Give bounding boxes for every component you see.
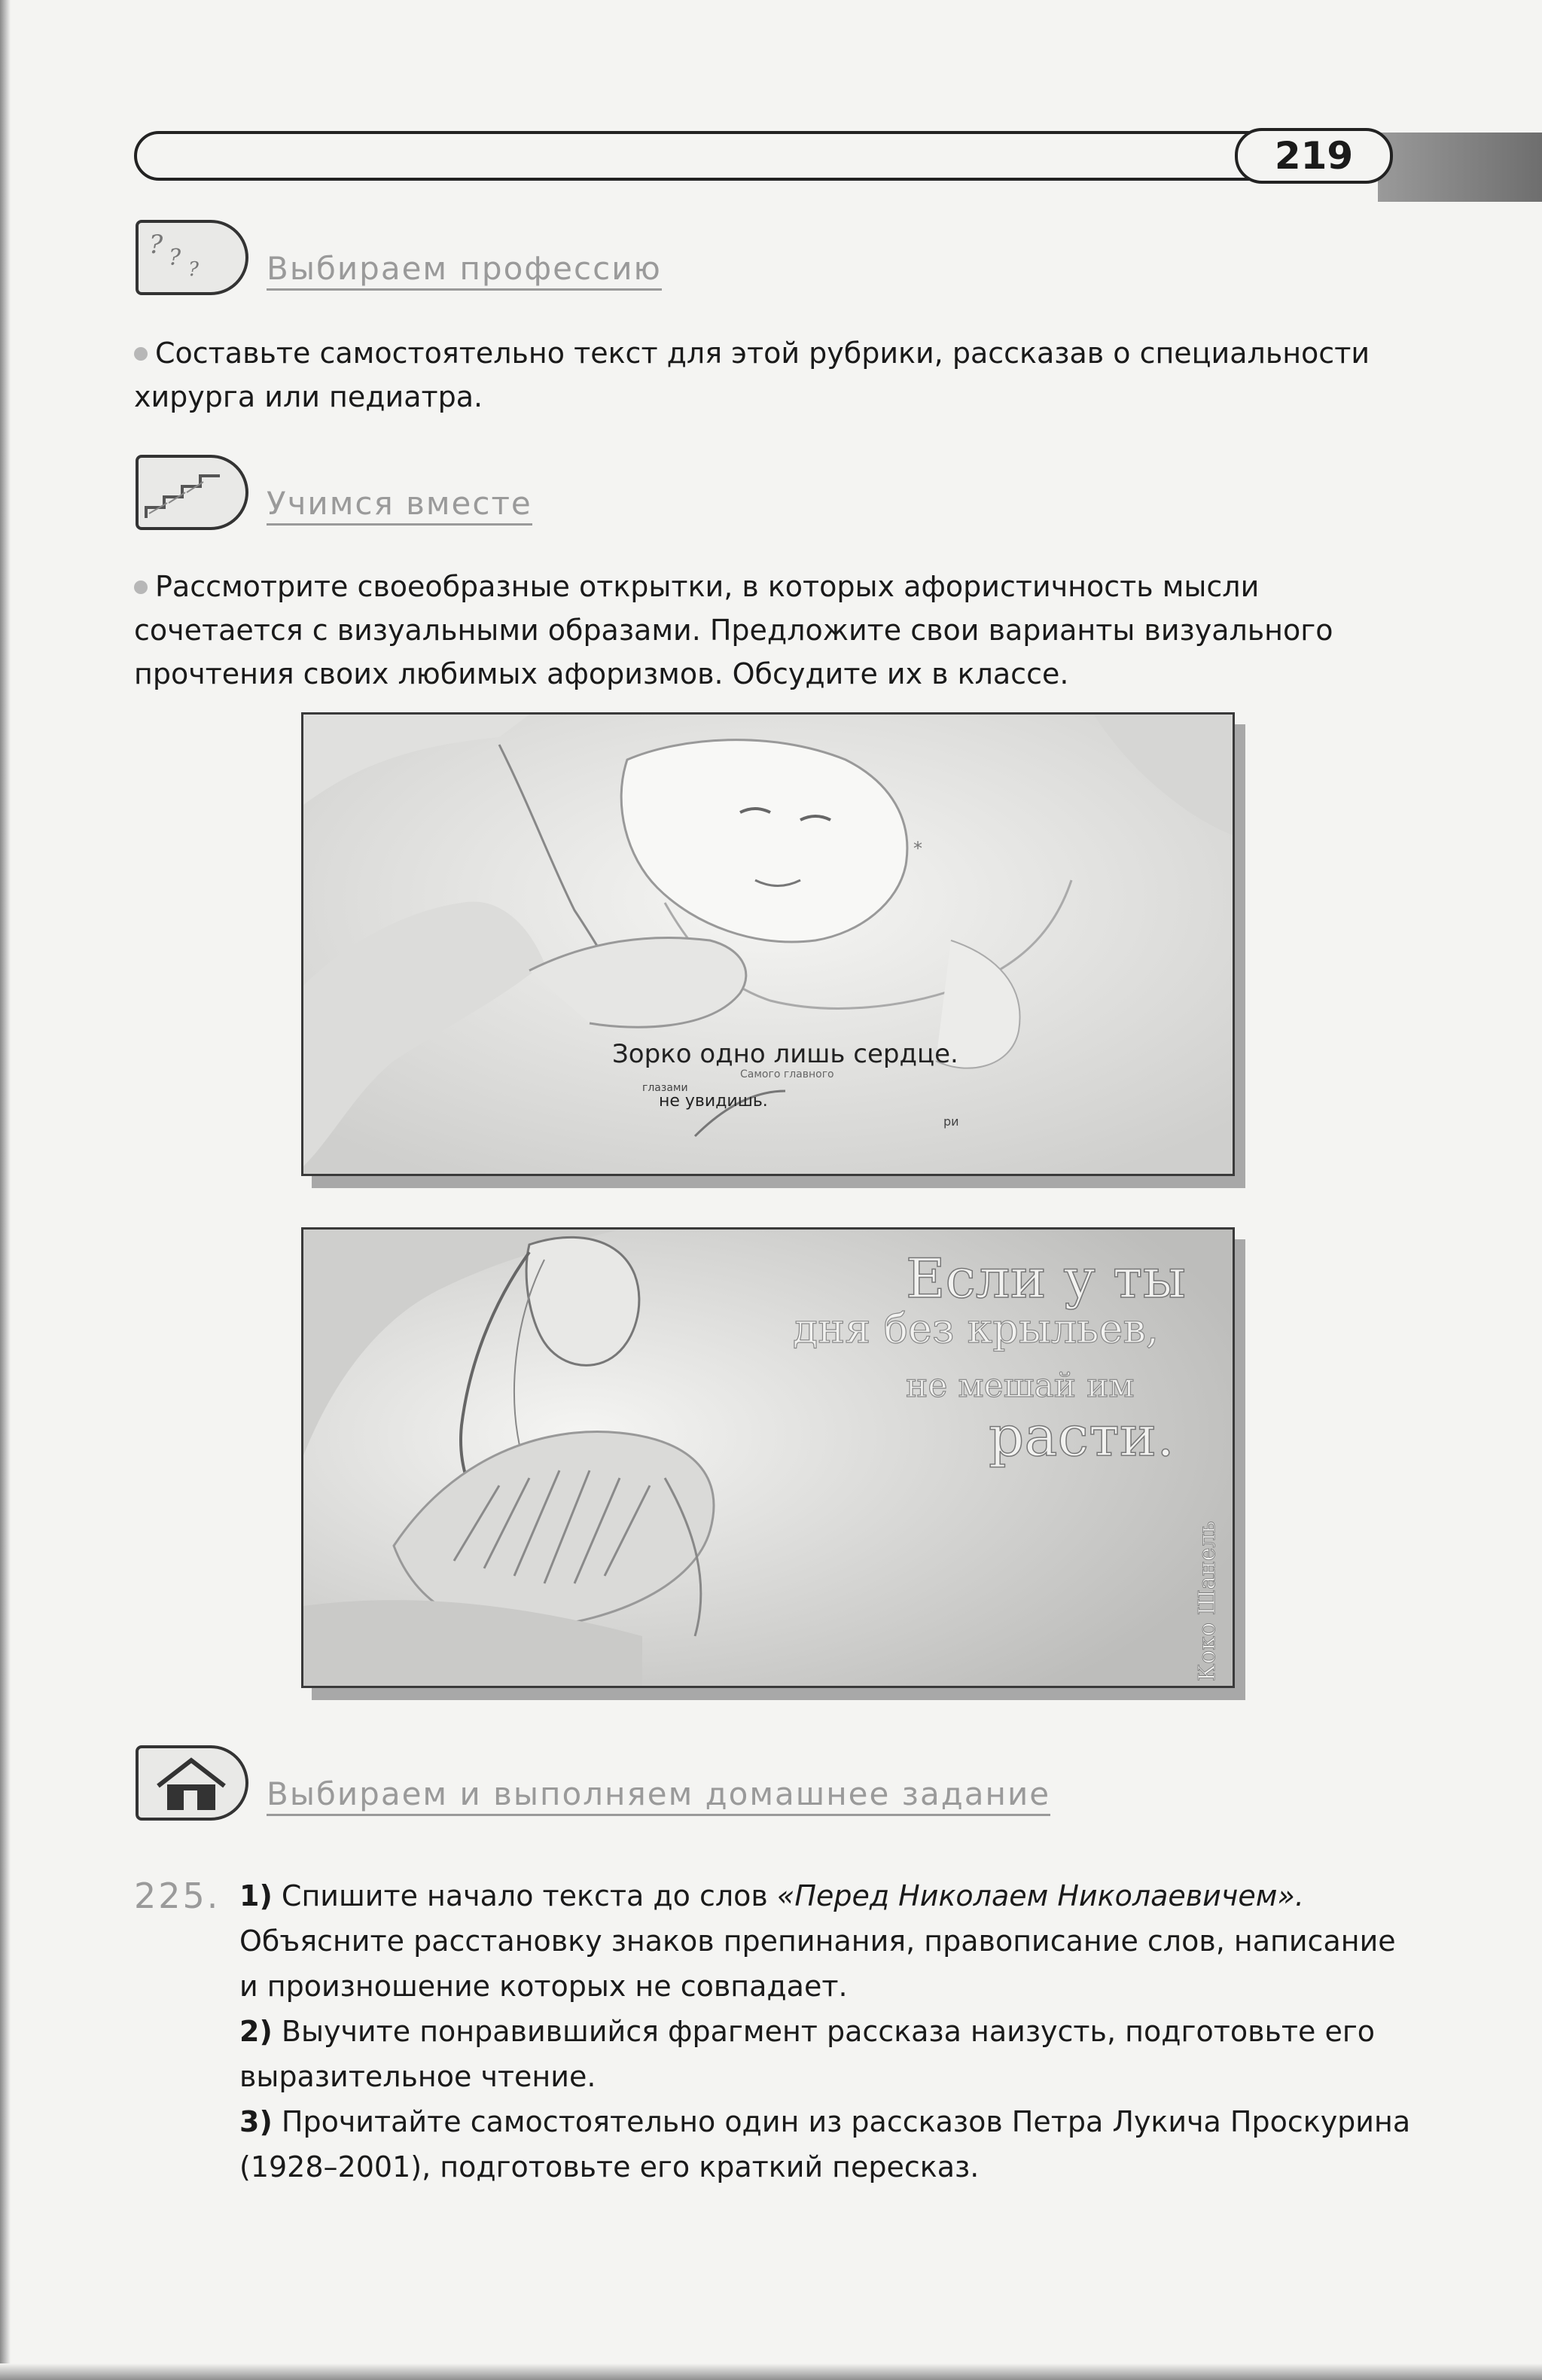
postcard-baby-image xyxy=(303,715,1233,1174)
task-step-1 xyxy=(239,1873,1414,2009)
header-bar xyxy=(134,131,1384,181)
task-step-2 xyxy=(239,2009,1414,2099)
bullet-icon xyxy=(134,347,148,361)
svg-text:?: ? xyxy=(169,245,181,271)
postcard-wings-image xyxy=(303,1230,1233,1686)
svg-text:?: ? xyxy=(188,258,199,281)
card-quote-line3: не мешай им xyxy=(906,1367,1135,1405)
header-shade xyxy=(1378,133,1542,202)
postcard-baby xyxy=(301,712,1235,1176)
section-text xyxy=(134,565,1399,696)
card-quote-line1: Если у ты xyxy=(906,1247,1186,1310)
page-edge-left xyxy=(0,0,11,2380)
card-quote-small: глазами xyxy=(642,1082,688,1094)
task-step-3 xyxy=(239,2099,1414,2190)
task-number: 225. xyxy=(134,1876,221,1916)
section-title: Выбираем профессию xyxy=(267,250,662,291)
postcard-wings xyxy=(301,1227,1235,1688)
house-icon xyxy=(136,1745,248,1821)
card-author: Коко Шанель xyxy=(1194,1521,1220,1681)
card-quote-line2: дня без крыльев, xyxy=(793,1305,1160,1352)
step-text: Объясните расстановку знаков препинания, правописание слов, написание и произношение которых не совпадает. xyxy=(239,1924,1396,2003)
card-quote-main: Зорко одно лишь сердце. xyxy=(612,1039,958,1069)
section-text-content: Рассмотрите своеобразные открытки, в которых афористичность мысли сочетается с визуальными образами. Предложите свои варианты визуального прочтения своих любимых афоризмов. Обсудите их в классе. xyxy=(134,570,1333,690)
step-text: Прочитайте самостоятельно один из рассказов Петра Лукича Проскурина (1928–2001), подготовьте его краткий пересказ. xyxy=(239,2105,1411,2183)
step-text: Спишите начало текста до слов xyxy=(281,1879,768,1912)
step-label: 1) xyxy=(239,1879,273,1912)
section-text-content: Составьте самостоятельно текст для этой рубрики, рассказав о специальности хирурга или педиатра. xyxy=(134,337,1370,413)
task-body xyxy=(239,1873,1414,2190)
section-text xyxy=(134,331,1399,419)
svg-text:*: * xyxy=(913,838,922,859)
page-edge-bottom xyxy=(0,2363,1542,2380)
card-quote-small: Самого главного xyxy=(740,1068,834,1080)
step-text: Выучите понравившийся фрагмент рассказа наизусть, подготовьте его выразительное чтение. xyxy=(239,2015,1376,2093)
card-quote-line4: расти. xyxy=(989,1404,1175,1469)
svg-text:?: ? xyxy=(149,230,163,260)
section-title: Учимся вместе xyxy=(267,485,532,526)
card-quote-end: не увидишь. xyxy=(659,1092,768,1111)
stairs-icon xyxy=(136,455,248,530)
profession-icon xyxy=(136,220,248,295)
card-corner-text: ри xyxy=(943,1114,959,1129)
step-label: 2) xyxy=(239,2015,273,2048)
step-label: 3) xyxy=(239,2105,273,2138)
bullet-icon xyxy=(134,581,148,594)
page-number: 219 xyxy=(1235,128,1393,184)
step-quote: «Перед Николаем Николаевичем». xyxy=(776,1879,1304,1912)
section-title: Выбираем и выполняем домашнее задание xyxy=(267,1775,1050,1816)
